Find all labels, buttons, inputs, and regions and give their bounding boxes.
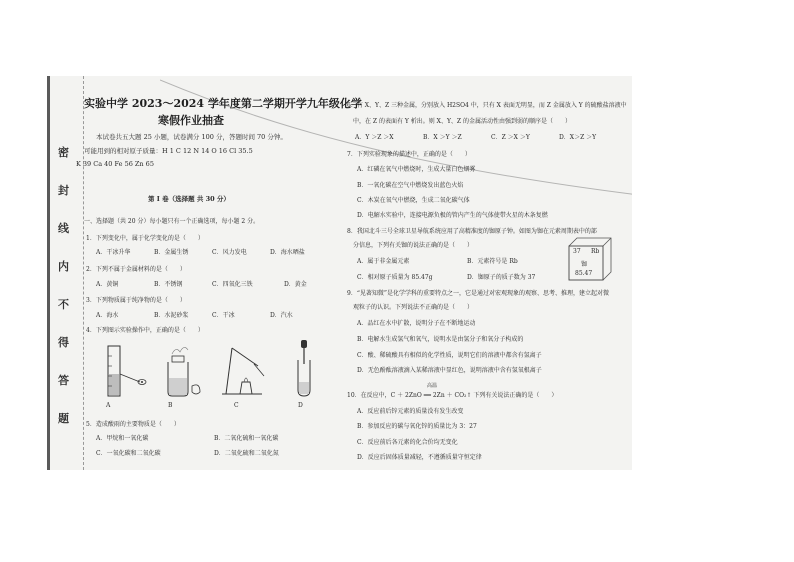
- option: C．反应前后各元素的化合价均无变化: [357, 439, 458, 446]
- option: C．木炭在氧气中燃烧，生成二氧化碳气体: [357, 197, 470, 204]
- option: B．不锈钢: [154, 281, 183, 288]
- section-heading: 一、选择题（共 20 分）每小题只有一个正确选项，每小题 2 分。: [84, 218, 260, 225]
- exam-paper: [47, 76, 632, 470]
- right-column: [347, 76, 629, 470]
- figure-label: C: [234, 402, 239, 409]
- reaction-condition: 高温: [427, 383, 438, 389]
- figure-label: A: [106, 402, 111, 409]
- figure-cylinder-reading: [98, 344, 148, 398]
- option: D．无色酚酞溶液滴入某稀溶液中显红色，说明溶液中含有氢氧根离子: [357, 367, 542, 374]
- element-number: 37: [573, 248, 581, 255]
- option: D．反应后固体质量减轻，不遵循质量守恒定律: [357, 454, 482, 461]
- option: B．X ＞Y ＞Z: [423, 134, 462, 141]
- option: D．汽水: [270, 312, 293, 319]
- intro-line: K 39 Ca 40 Fe 56 Zn 65: [76, 160, 154, 168]
- part-title: 第 Ⅰ 卷（选择题 共 30 分）: [148, 195, 230, 203]
- left-column: [76, 76, 362, 470]
- element-name: 铷: [581, 261, 588, 268]
- margin-char: 答: [58, 374, 69, 387]
- option: C．Z ＞X ＞Y: [491, 134, 530, 141]
- option: A．干冰升华: [96, 249, 131, 256]
- option: D．海水晒盐: [270, 249, 305, 256]
- margin-char: 内: [58, 260, 69, 273]
- margin-char: 得: [58, 336, 69, 349]
- question-stem: 4．下列图示实验操作中，正确的是（ ）: [86, 327, 204, 334]
- option: D．铷原子的质子数为 37: [467, 274, 536, 281]
- option: D．黄金: [284, 281, 307, 288]
- option: B．一氧化碳在空气中燃烧发出蓝色火焰: [357, 182, 464, 189]
- margin-char: 封: [58, 184, 69, 197]
- option: C．四氧化三铁: [212, 281, 253, 288]
- question-stem: 中，在 Z 的表面有 Y 析出。则 X、Y、Z 的金属活动性由强到弱的顺序是（ ）: [353, 118, 571, 125]
- option: C．相对原子质量为 85.47g: [357, 274, 433, 281]
- question-stem: 10．在反应中，C ＋ 2ZnO ══ 2Zn ＋ CO₂↑ 下列有关说法正确的是（ ）: [347, 392, 558, 399]
- question-stem: 8．我国北斗三号全球卫星导航系统应用了高精准度的铷原子钟。如图为铷在元素周期表中的部: [347, 228, 597, 235]
- option: A．红磷在氧气中燃烧时，生成大量白色烟雾: [357, 166, 476, 173]
- exam-subtitle: 寒假作业抽查: [158, 114, 224, 127]
- option: C．一氧化碳和二氧化碳: [96, 450, 161, 457]
- question-stem: 7．下列实验现象的描述中，正确的是（ ）: [347, 151, 471, 158]
- figure-label: B: [168, 402, 173, 409]
- element-mass: 85.47: [575, 270, 593, 277]
- option: A．海水: [96, 312, 119, 319]
- option: B．水泥砂浆: [154, 312, 189, 319]
- element-symbol: Rb: [591, 248, 600, 255]
- option: C．酸、稀硫酸具有相似的化学性质，说明它们的溶液中都含有氢离子: [357, 352, 542, 359]
- figure-alcohol-lamp: [214, 340, 270, 398]
- question-stem: 观粒子的认识。下列说法不正确的是（ ）: [353, 304, 474, 311]
- question-stem: 2．下列不属于金属材料的是（ ）: [86, 266, 186, 273]
- option: B．二氧化硫和一氧化碳: [214, 435, 279, 442]
- margin-char: 不: [58, 298, 69, 311]
- option: D．电解水实验中，连接电源负极的管内产生的气体使带火星的木条复燃: [357, 212, 548, 219]
- option: C．风力发电: [212, 249, 247, 256]
- question-stem: 6．有 X、Y、Z 三种金属，分别放入 H2SO4 中，只有 X 表面无明显，而 Z 金属放入 Y 的硫酸盐溶液中: [347, 102, 627, 109]
- question-stem: 3．下列物质属于纯净物的是（ ）: [86, 297, 186, 304]
- question-stem: 9．“见著知微”是化学学科的重要特点之一，它是通过对宏观现象的观察、思考、推理，建立起对微: [347, 290, 609, 297]
- margin-char: 题: [58, 412, 69, 425]
- option: B．元素符号是 Rb: [467, 258, 518, 265]
- question-stem: 分信息，下列有关铷的说法正确的是（ ）: [353, 242, 474, 249]
- option: D．二氧化硫和二氧化氮: [214, 450, 279, 457]
- figure-dropper-test-tube: [284, 338, 324, 398]
- option: B．参加反应的碳与氧化锌的质量比为 3：27: [357, 423, 477, 430]
- option: A．属于非金属元素: [357, 258, 410, 265]
- figure-smell-gas: [154, 342, 206, 398]
- option: D．X＞Z ＞Y: [559, 134, 597, 141]
- seal-margin: [50, 76, 80, 470]
- question-stem: 1．下列变化中，属于化学变化的是（ ）: [86, 235, 204, 242]
- option: A．黄铜: [96, 281, 119, 288]
- option: A．Y ＞Z ＞X: [355, 134, 394, 141]
- margin-char: 线: [58, 222, 69, 235]
- margin-char: 密: [58, 146, 69, 159]
- option: A．甲烷和一氧化碳: [96, 435, 149, 442]
- exam-title: 实验中学 2023～2024 学年度第二学期开学九年级化学: [84, 97, 362, 110]
- option: C．干冰: [212, 312, 235, 319]
- option: B．电解水生成氢气和氧气，说明水是由氢分子和氧分子构成的: [357, 336, 524, 343]
- figure-label: D: [298, 402, 303, 409]
- option: A．反应前后锌元素的质量没有发生改变: [357, 408, 464, 415]
- option: A．品红在水中扩散，说明分子在不断地运动: [357, 320, 476, 327]
- option: B．金属生锈: [154, 249, 189, 256]
- question-stem: 5．造成酸雨的主要物质是（ ）: [86, 421, 180, 428]
- intro-line: 本试卷共五大题 25 小题，试卷满分 100 分，答题时间 70 分钟。: [96, 133, 287, 141]
- intro-line: 可能用到的相对原子质量：H 1 C 12 N 14 O 16 Cl 35.5: [84, 147, 253, 155]
